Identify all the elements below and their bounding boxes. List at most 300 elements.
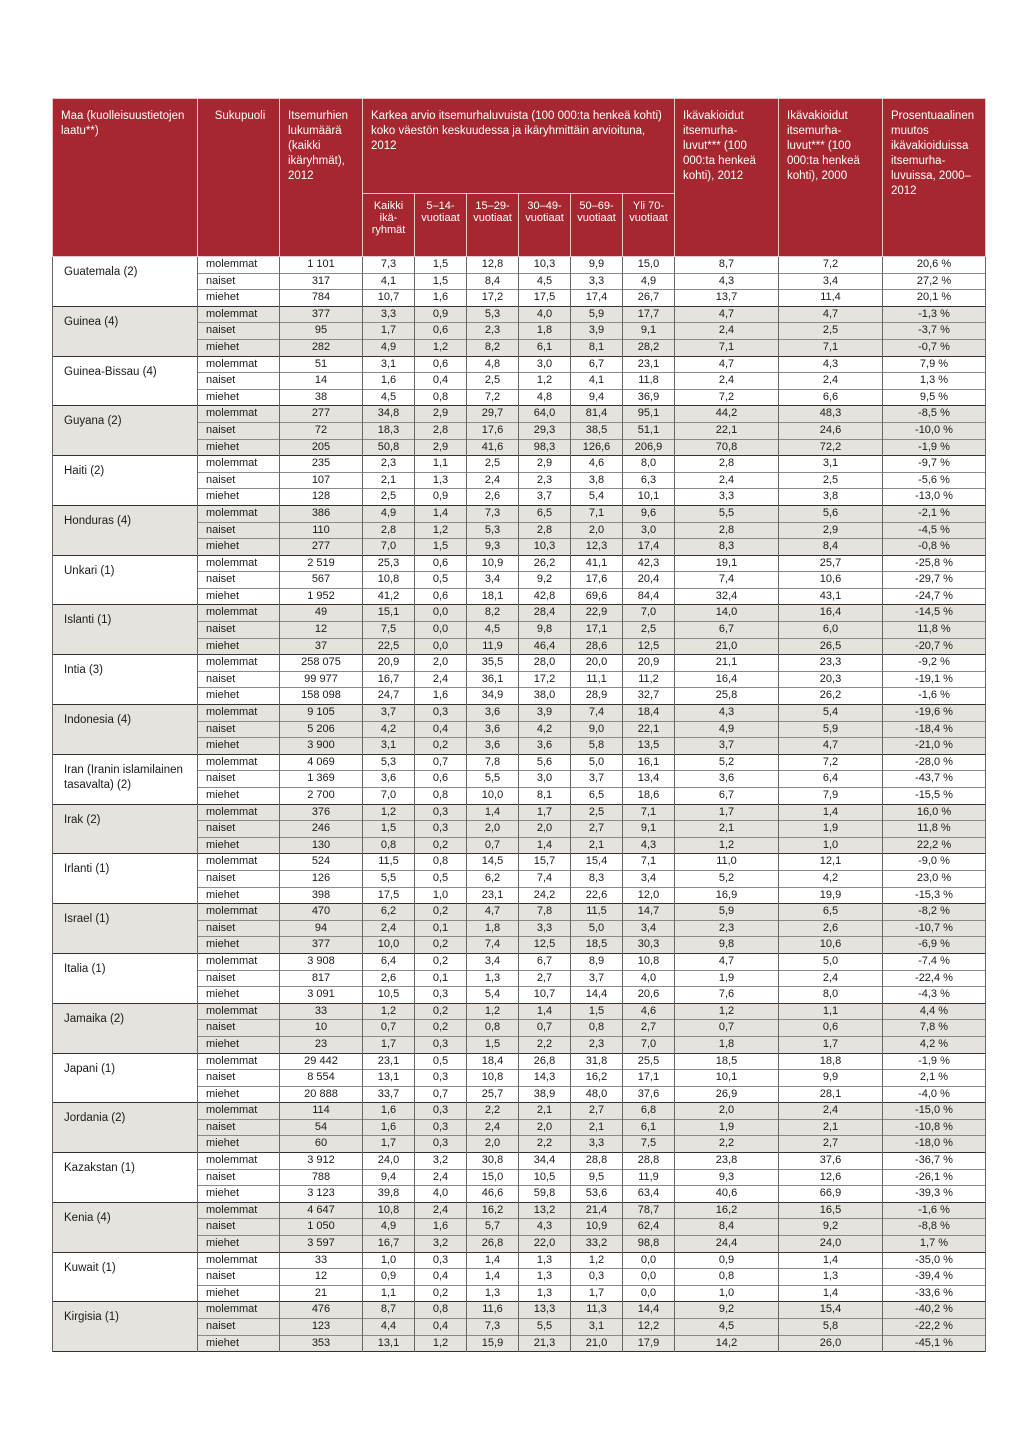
table-cell: 50,8 xyxy=(363,439,415,456)
table-cell: 1,7 xyxy=(675,804,779,821)
table-cell: 2,9 xyxy=(519,456,571,473)
table-cell: 4,5 xyxy=(363,389,415,406)
sex-label: naiset xyxy=(198,821,280,838)
table-cell: 5,3 xyxy=(467,522,519,539)
table-cell: 23,1 xyxy=(363,1053,415,1070)
table-cell: 0,6 xyxy=(415,356,467,373)
table-cell: 6,7 xyxy=(519,953,571,970)
table-row xyxy=(53,505,986,522)
table-cell: 2,5 xyxy=(467,373,519,390)
table-cell: 12,0 xyxy=(623,887,675,904)
table-cell: 0,6 xyxy=(415,323,467,340)
table-cell: 2 700 xyxy=(280,788,363,805)
table-cell: 14,0 xyxy=(675,605,779,622)
table-cell: 2,7 xyxy=(779,1136,883,1153)
table-cell: 282 xyxy=(280,339,363,356)
table-cell: 7,1 xyxy=(779,339,883,356)
table-cell: 7,6 xyxy=(675,987,779,1004)
sex-label: molemmat xyxy=(198,306,280,323)
table-cell: 377 xyxy=(280,306,363,323)
header-age-all: Kaikki ikä-ryhmät xyxy=(363,194,415,257)
sex-label: miehet xyxy=(198,1086,280,1103)
table-cell: 12 xyxy=(280,622,363,639)
table-cell: 20,6 % xyxy=(883,257,986,274)
sex-label: naiset xyxy=(198,671,280,688)
table-cell: 2,2 xyxy=(467,1103,519,1120)
table-cell: 2,0 xyxy=(415,655,467,672)
country-group xyxy=(53,1302,986,1352)
table-cell: 22,1 xyxy=(623,721,675,738)
table-cell: 5,8 xyxy=(571,738,623,755)
table-cell: 277 xyxy=(280,539,363,556)
table-cell: 2,3 xyxy=(571,1036,623,1053)
table-row xyxy=(53,1202,986,1219)
table-cell: 4,3 xyxy=(623,837,675,854)
table-cell: 6,4 xyxy=(363,953,415,970)
country-group xyxy=(53,705,986,755)
table-cell: 2,5 xyxy=(363,489,415,506)
table-cell: 0,3 xyxy=(415,1036,467,1053)
table-cell: 3,9 xyxy=(519,705,571,722)
sex-label: miehet xyxy=(198,987,280,1004)
table-cell: 38,5 xyxy=(571,422,623,439)
table-cell: 1,4 xyxy=(519,837,571,854)
table-cell: 4,3 xyxy=(675,273,779,290)
table-cell: 5 206 xyxy=(280,721,363,738)
table-cell: 84,4 xyxy=(623,588,675,605)
table-cell: 2,0 xyxy=(519,1119,571,1136)
table-cell: 9,4 xyxy=(363,1169,415,1186)
table-cell: 26,0 xyxy=(779,1335,883,1352)
table-cell: 22,2 % xyxy=(883,837,986,854)
table-cell: 12,5 xyxy=(623,638,675,655)
table-cell: -15,3 % xyxy=(883,887,986,904)
table-cell: 34,8 xyxy=(363,406,415,423)
table-cell: 8,0 xyxy=(779,987,883,1004)
table-cell: 0,0 xyxy=(415,605,467,622)
table-cell: 9,2 xyxy=(519,572,571,589)
country-group xyxy=(53,605,986,655)
table-cell: 1,6 xyxy=(363,1119,415,1136)
table-cell: 2,4 xyxy=(467,472,519,489)
table-cell: 2,0 xyxy=(675,1103,779,1120)
table-cell: 3 912 xyxy=(280,1153,363,1170)
table-cell: 5,9 xyxy=(571,306,623,323)
table-cell: 20,1 % xyxy=(883,290,986,307)
table-cell: 1,7 xyxy=(363,1036,415,1053)
table-cell: 7,1 xyxy=(675,339,779,356)
sex-label: molemmat xyxy=(198,1003,280,1020)
table-cell: 6,1 xyxy=(623,1119,675,1136)
table-cell: 2,3 xyxy=(363,456,415,473)
country-name: Jamaika (2) xyxy=(53,1003,198,1053)
table-cell: 59,8 xyxy=(519,1186,571,1203)
table-cell: 158 098 xyxy=(280,688,363,705)
table-cell: 10,7 xyxy=(363,290,415,307)
table-cell: 3,7 xyxy=(675,738,779,755)
table-row xyxy=(53,1302,986,1319)
table-cell: -10,7 % xyxy=(883,920,986,937)
sex-label: naiset xyxy=(198,422,280,439)
table-cell: 0,2 xyxy=(415,837,467,854)
table-cell: 10,8 xyxy=(623,953,675,970)
table-cell: 95,1 xyxy=(623,406,675,423)
table-cell: 4,9 xyxy=(363,505,415,522)
table-cell: 99 977 xyxy=(280,671,363,688)
table-cell: 17,1 xyxy=(623,1070,675,1087)
sex-label: molemmat xyxy=(198,655,280,672)
table-cell: 5,2 xyxy=(675,754,779,771)
country-group xyxy=(53,804,986,854)
table-cell: 11,2 xyxy=(623,671,675,688)
table-cell: 28,8 xyxy=(623,1153,675,1170)
sex-label: naiset xyxy=(198,1219,280,1236)
sex-label: miehet xyxy=(198,837,280,854)
table-cell: 21,0 xyxy=(571,1335,623,1352)
table-cell: 1 952 xyxy=(280,588,363,605)
table-cell: 1,5 xyxy=(363,821,415,838)
table-cell: 0,2 xyxy=(415,904,467,921)
table-cell: 3,4 xyxy=(467,953,519,970)
country-name: Intia (3) xyxy=(53,655,198,705)
table-cell: 0,3 xyxy=(415,705,467,722)
table-cell: 41,1 xyxy=(571,555,623,572)
table-cell: 14,2 xyxy=(675,1335,779,1352)
table-cell: 7,1 xyxy=(623,854,675,871)
table-cell: 38 xyxy=(280,389,363,406)
country-group xyxy=(53,1103,986,1153)
table-cell: 13,3 xyxy=(519,1302,571,1319)
table-cell: 28,0 xyxy=(519,655,571,672)
table-cell: 1 101 xyxy=(280,257,363,274)
table-cell: -39,3 % xyxy=(883,1186,986,1203)
table-cell: 2,0 xyxy=(519,821,571,838)
table-cell: 4 069 xyxy=(280,754,363,771)
table-cell: 3,6 xyxy=(675,771,779,788)
table-cell: 9,1 xyxy=(623,821,675,838)
table-cell: 5,7 xyxy=(467,1219,519,1236)
table-cell: 31,8 xyxy=(571,1053,623,1070)
sex-label: miehet xyxy=(198,389,280,406)
table-cell: -21,0 % xyxy=(883,738,986,755)
table-cell: 30,3 xyxy=(623,937,675,954)
table-cell: 1,2 xyxy=(467,1003,519,1020)
table-cell: 9,4 xyxy=(571,389,623,406)
table-cell: 24,0 xyxy=(779,1236,883,1253)
table-cell: 23,8 xyxy=(675,1153,779,1170)
table-row xyxy=(53,605,986,622)
table-cell: 81,4 xyxy=(571,406,623,423)
sex-label: miehet xyxy=(198,688,280,705)
table-row xyxy=(53,953,986,970)
table-cell: 6,5 xyxy=(779,904,883,921)
table-cell: 0,6 xyxy=(415,588,467,605)
table-cell: 6,2 xyxy=(363,904,415,921)
table-cell: 128 xyxy=(280,489,363,506)
table-cell: 10,8 xyxy=(363,1202,415,1219)
table-cell: 376 xyxy=(280,804,363,821)
country-name: Kazakstan (1) xyxy=(53,1153,198,1203)
table-cell: 24,6 xyxy=(779,422,883,439)
sex-label: molemmat xyxy=(198,953,280,970)
table-cell: 4,1 xyxy=(571,373,623,390)
table-row xyxy=(53,1252,986,1269)
table-cell: 11,9 xyxy=(623,1169,675,1186)
table-cell: 7,8 xyxy=(519,904,571,921)
table-cell: 5,6 xyxy=(779,505,883,522)
table-cell: 0,4 xyxy=(415,721,467,738)
table-cell: 6,3 xyxy=(623,472,675,489)
table-cell: -8,5 % xyxy=(883,406,986,423)
table-row xyxy=(53,1153,986,1170)
table-cell: 16,2 xyxy=(571,1070,623,1087)
table-cell: 26,5 xyxy=(779,638,883,655)
table-cell: 2,9 xyxy=(779,522,883,539)
table-cell: 1,0 xyxy=(415,887,467,904)
table-cell: 8,4 xyxy=(675,1219,779,1236)
table-cell: 17,4 xyxy=(623,539,675,556)
table-cell: 5,0 xyxy=(779,953,883,970)
table-cell: 9,5 xyxy=(571,1169,623,1186)
table-cell: 4,5 xyxy=(467,622,519,639)
sex-label: molemmat xyxy=(198,605,280,622)
table-cell: 6,6 xyxy=(779,389,883,406)
table-cell: 0,9 xyxy=(415,306,467,323)
table-cell: 7,9 xyxy=(779,788,883,805)
country-name: Irlanti (1) xyxy=(53,854,198,904)
country-group xyxy=(53,1053,986,1103)
table-cell: 1,3 xyxy=(519,1285,571,1302)
table-row xyxy=(53,754,986,771)
table-cell: 28,4 xyxy=(519,605,571,622)
table-cell: 16,4 xyxy=(779,605,883,622)
table-cell: 2,2 xyxy=(675,1136,779,1153)
table-cell: 0,0 xyxy=(415,622,467,639)
table-cell: 2,5 xyxy=(779,472,883,489)
table-cell: 23 xyxy=(280,1036,363,1053)
table-cell: 2,4 xyxy=(675,472,779,489)
table-cell: 4,6 xyxy=(623,1003,675,1020)
table-cell: 5,0 xyxy=(571,754,623,771)
country-group xyxy=(53,854,986,904)
table-cell: 7,0 xyxy=(363,539,415,556)
table-cell: 8,7 xyxy=(675,257,779,274)
table-cell: 26,8 xyxy=(467,1236,519,1253)
table-cell: 26,9 xyxy=(675,1086,779,1103)
table-cell: -10,0 % xyxy=(883,422,986,439)
table-cell: 37,6 xyxy=(779,1153,883,1170)
table-cell: 1,4 xyxy=(519,1003,571,1020)
table-cell: 784 xyxy=(280,290,363,307)
table-cell: 21 xyxy=(280,1285,363,1302)
table-cell: 38,0 xyxy=(519,688,571,705)
table-cell: 3,9 xyxy=(571,323,623,340)
table-cell: 7,2 xyxy=(779,754,883,771)
header-sex: Sukupuoli xyxy=(198,99,280,257)
table-cell: 23,3 xyxy=(779,655,883,672)
table-cell: 2,4 xyxy=(415,1202,467,1219)
table-cell: 20,6 xyxy=(623,987,675,1004)
table-cell: 2,4 xyxy=(675,373,779,390)
table-cell: 10,6 xyxy=(779,572,883,589)
table-cell: 8,2 xyxy=(467,605,519,622)
table-cell: 16,1 xyxy=(623,754,675,771)
table-cell: 17,5 xyxy=(363,887,415,904)
table-cell: 0,6 xyxy=(415,771,467,788)
sex-label: naiset xyxy=(198,273,280,290)
sex-label: naiset xyxy=(198,572,280,589)
table-cell: 17,1 xyxy=(571,622,623,639)
table-cell: 788 xyxy=(280,1169,363,1186)
table-cell: 5,6 xyxy=(519,754,571,771)
table-cell: 4,7 xyxy=(779,306,883,323)
table-cell: 2,0 xyxy=(571,522,623,539)
table-cell: 28,8 xyxy=(571,1153,623,1170)
table-cell: 16,4 xyxy=(675,671,779,688)
table-cell: 1,9 xyxy=(675,970,779,987)
table-cell: 51,1 xyxy=(623,422,675,439)
table-cell: 2,4 xyxy=(779,1103,883,1120)
sex-label: miehet xyxy=(198,539,280,556)
table-cell: 0,8 xyxy=(571,1020,623,1037)
sex-label: molemmat xyxy=(198,754,280,771)
header-age-50-69: 50–69-vuotiaat xyxy=(571,194,623,257)
table-cell: 0,0 xyxy=(415,638,467,655)
table-cell: -10,8 % xyxy=(883,1119,986,1136)
table-cell: 7,0 xyxy=(623,1036,675,1053)
sex-label: molemmat xyxy=(198,1153,280,1170)
table-cell: 5,5 xyxy=(675,505,779,522)
table-cell: 2,9 xyxy=(415,439,467,456)
table-cell: 37 xyxy=(280,638,363,655)
country-group xyxy=(53,555,986,605)
table-cell: 9,6 xyxy=(623,505,675,522)
table-cell: 386 xyxy=(280,505,363,522)
table-cell: -1,6 % xyxy=(883,688,986,705)
table-cell: -25,8 % xyxy=(883,555,986,572)
table-cell: 1,0 xyxy=(779,837,883,854)
table-cell: 0,8 xyxy=(363,837,415,854)
table-cell: -8,2 % xyxy=(883,904,986,921)
table-cell: 7,1 xyxy=(571,505,623,522)
table-cell: 20 888 xyxy=(280,1086,363,1103)
table-cell: 8,1 xyxy=(571,339,623,356)
table-cell: 3,4 xyxy=(779,273,883,290)
table-cell: -26,1 % xyxy=(883,1169,986,1186)
table-cell: 10,1 xyxy=(675,1070,779,1087)
country-name: Japani (1) xyxy=(53,1053,198,1103)
table-cell: 10,8 xyxy=(363,572,415,589)
table-cell: 3,7 xyxy=(571,771,623,788)
table-cell: 42,8 xyxy=(519,588,571,605)
table-cell: 62,4 xyxy=(623,1219,675,1236)
country-group xyxy=(53,1202,986,1252)
table-cell: 10,6 xyxy=(779,937,883,954)
table-cell: 0,1 xyxy=(415,920,467,937)
table-cell: 126,6 xyxy=(571,439,623,456)
table-cell: 126 xyxy=(280,870,363,887)
table-cell: 46,4 xyxy=(519,638,571,655)
table-cell: 7,4 xyxy=(571,705,623,722)
sex-label: naiset xyxy=(198,1119,280,1136)
table-cell: 25,7 xyxy=(779,555,883,572)
table-cell: 43,1 xyxy=(779,588,883,605)
table-cell: 16,5 xyxy=(779,1202,883,1219)
table-cell: 17,2 xyxy=(519,671,571,688)
table-cell: 4,5 xyxy=(675,1319,779,1336)
table-cell: 4,3 xyxy=(519,1219,571,1236)
table-cell: 1,7 % xyxy=(883,1236,986,1253)
table-cell: 1,4 xyxy=(467,804,519,821)
table-cell: 25,5 xyxy=(623,1053,675,1070)
table-cell: 4,7 xyxy=(467,904,519,921)
table-cell: 15,1 xyxy=(363,605,415,622)
table-cell: 0,3 xyxy=(415,1103,467,1120)
table-cell: -35,0 % xyxy=(883,1252,986,1269)
table-cell: 2,1 xyxy=(779,1119,883,1136)
table-cell: 60 xyxy=(280,1136,363,1153)
table-cell: 11,6 xyxy=(467,1302,519,1319)
table-cell: 4,6 xyxy=(571,456,623,473)
table-row xyxy=(53,257,986,274)
table-cell: 98,3 xyxy=(519,439,571,456)
table-cell: 8,9 xyxy=(571,953,623,970)
table-cell: 5,5 xyxy=(363,870,415,887)
table-cell: 1,8 xyxy=(675,1036,779,1053)
table-cell: -8,8 % xyxy=(883,1219,986,1236)
table-cell: 2,8 xyxy=(675,522,779,539)
table-cell: -33,6 % xyxy=(883,1285,986,1302)
table-cell: 33 xyxy=(280,1252,363,1269)
table-cell: 53,6 xyxy=(571,1186,623,1203)
table-cell: 17,5 xyxy=(519,290,571,307)
table-row xyxy=(53,1053,986,1070)
table-cell: 1,6 xyxy=(415,688,467,705)
table-cell: 27,2 % xyxy=(883,273,986,290)
table-cell: 0,8 xyxy=(675,1269,779,1286)
table-cell: 5,9 xyxy=(779,721,883,738)
table-cell: 2,2 xyxy=(519,1136,571,1153)
table-cell: 24,0 xyxy=(363,1153,415,1170)
table-cell: 28,9 xyxy=(571,688,623,705)
table-cell: 12,5 xyxy=(519,937,571,954)
country-group xyxy=(53,1003,986,1053)
table-cell: 0,8 xyxy=(415,854,467,871)
table-cell: 1,7 xyxy=(363,323,415,340)
sex-label: naiset xyxy=(198,870,280,887)
table-row xyxy=(53,356,986,373)
table-cell: 12,2 xyxy=(623,1319,675,1336)
table-cell: 3,7 xyxy=(571,970,623,987)
sex-label: naiset xyxy=(198,373,280,390)
header-country: Maa (kuolleisuustietojen laatu**) xyxy=(53,99,198,257)
table-cell: 10,9 xyxy=(571,1219,623,1236)
table-cell: -4,0 % xyxy=(883,1086,986,1103)
table-cell: 0,3 xyxy=(415,1136,467,1153)
table-cell: 107 xyxy=(280,472,363,489)
table-cell: 10,1 xyxy=(623,489,675,506)
table-cell: 2,0 xyxy=(467,1136,519,1153)
table-header xyxy=(53,99,986,257)
table-cell: 2,6 xyxy=(779,920,883,937)
table-cell: -39,4 % xyxy=(883,1269,986,1286)
country-name: Guyana (2) xyxy=(53,406,198,456)
table-cell: 44,2 xyxy=(675,406,779,423)
table-cell: 1,5 xyxy=(415,257,467,274)
table-cell: 3,7 xyxy=(519,489,571,506)
table-cell: -7,4 % xyxy=(883,953,986,970)
table-cell: 1,3 xyxy=(467,970,519,987)
